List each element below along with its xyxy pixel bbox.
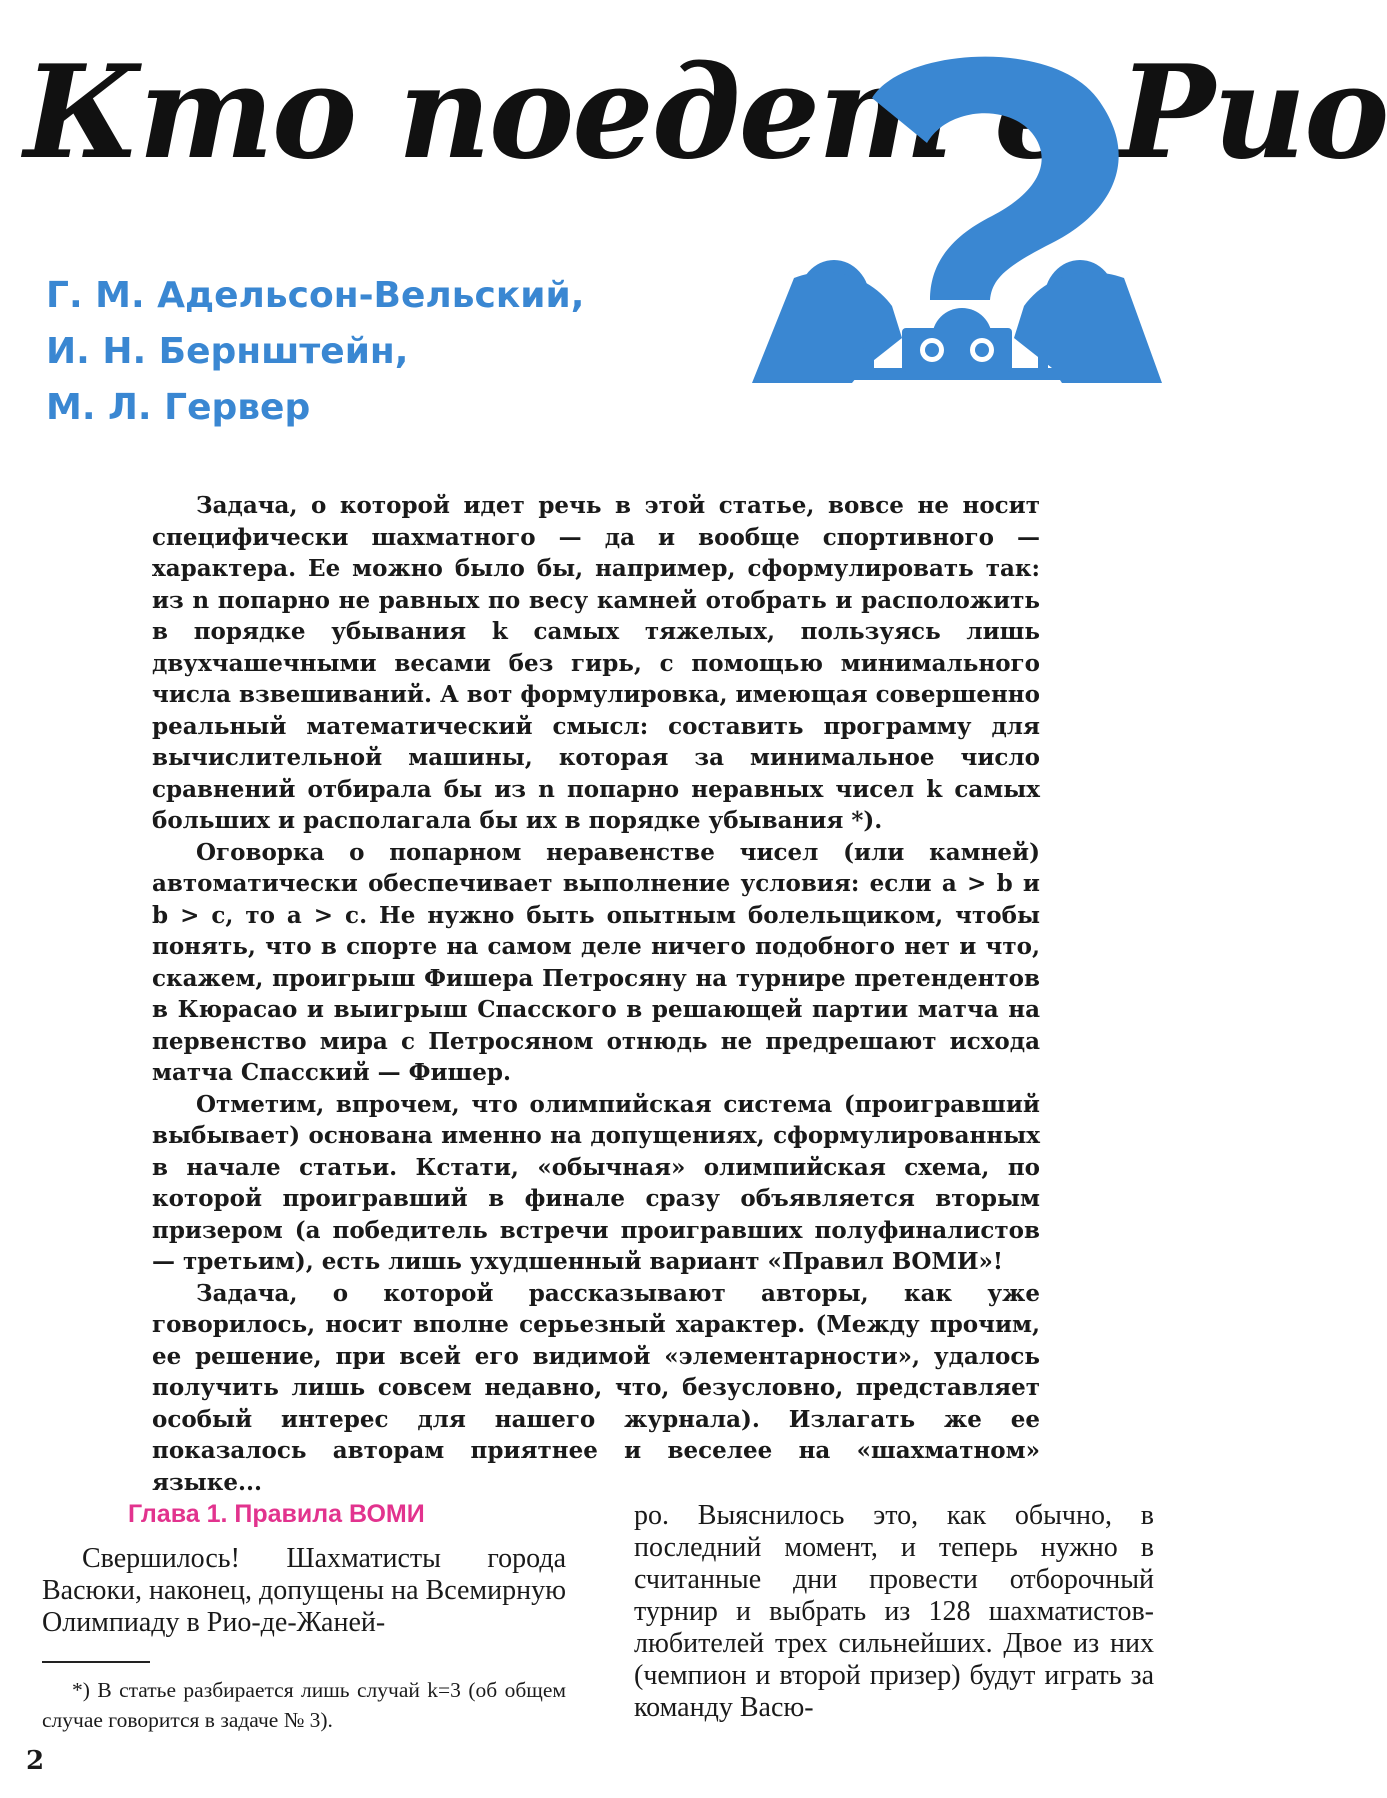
intro-paragraph: Оговорка о попарном неравенстве чисел (или камней) автоматически обеспечивает выполнение условия: если a > b и b > c, то a > c. Не нужно быть опытным болельщиком, чтобы понять, что в спорте на самом деле ничего подобного нет и что, скажем, проигрыш Фишера Петросяну на турнире претендентов в Кюрасао и выигрыш Спасского в решающей партии матча на первенство мира с Петросяном отнюдь не предрешают исхода матча Спасский — Фишер. bbox=[152, 838, 1040, 1086]
author-name: И. Н. Бернштейн, bbox=[46, 331, 409, 372]
chapter-heading: Глава 1. Правила ВОМИ bbox=[128, 1500, 425, 1528]
intro-paragraph: Задача, о которой рассказывают авторы, как уже говорилось, носит вполне серьезный характер. (Между прочим, ее решение, при всей его видимой «элементарности», удалось получить лишь совсем недавно, что, безусловно, представляет особый интерес для нашего журнала). Излагать же ее показалось авторам приятнее и веселее на «шахматном» языке... bbox=[152, 1279, 1040, 1496]
footnote-divider bbox=[42, 1661, 150, 1663]
page-number: 2 bbox=[26, 1746, 45, 1776]
chapter-text-right: ро. Выяснилось это, как обычно, в последний момент, и теперь нужно в считанные дни провести отборочный турнир и выбрать из 128 шахматистов-любителей трех сильнейших. Двое из них (чемпион и второй призер) будут играть за команду Васю- bbox=[634, 1500, 1154, 1723]
intro-paragraph: Задача, о которой идет речь в этой статье, вовсе не носит специфически шахматного — да и вообще спортивного — характера. Ее можно было бы, например, сформулировать так: из n попарно не равных по весу камней отобрать и расположить в порядке убывания k самых тяжелых, пользуясь лишь двухчашечными весами без гирь, с помощью минимального числа взвешиваний. А вот формулировка, имеющая совершенно реальный математический смысл: составить программу для вычислительной машины, которая за минимальное число сравнений отбирала бы из n попарно неравных чисел k самых больших и располагала бы их в порядке убывания *). bbox=[152, 492, 1040, 834]
chess-players-question-mark-icon bbox=[752, 38, 1162, 448]
chapter-text-left: Свершилось! Шахматисты города Васюки, наконец, допущены на Всемирную Олимпиаду в Рио-де-Жаней- bbox=[42, 1543, 566, 1638]
intro-paragraph: Отметим, впрочем, что олимпийская система (проигравший выбывает) основана именно на допущениях, сформулированных в начале статьи. Кстати, «обычная» олимпийская схема, по которой проигравший в финале сразу объявляется вторым призером (а победитель встречи проигравших полуфиналистов — третьим), есть лишь ухудшенный вариант «Правил ВОМИ»! bbox=[152, 1090, 1040, 1275]
intro-text bbox=[152, 490, 1040, 1498]
author-name: М. Л. Гервер bbox=[46, 387, 311, 428]
footnote: *) В статье разбирается лишь случай k=3 (об общем случае говорится в задаче № 3). bbox=[42, 1678, 566, 1732]
page-title: Кто поедет в Рио bbox=[24, 38, 1387, 188]
author-name: Г. М. Адельсон-Вельский, bbox=[46, 275, 585, 316]
authors-block bbox=[46, 268, 584, 436]
right-column bbox=[634, 1500, 1154, 1724]
left-column bbox=[42, 1500, 566, 1735]
